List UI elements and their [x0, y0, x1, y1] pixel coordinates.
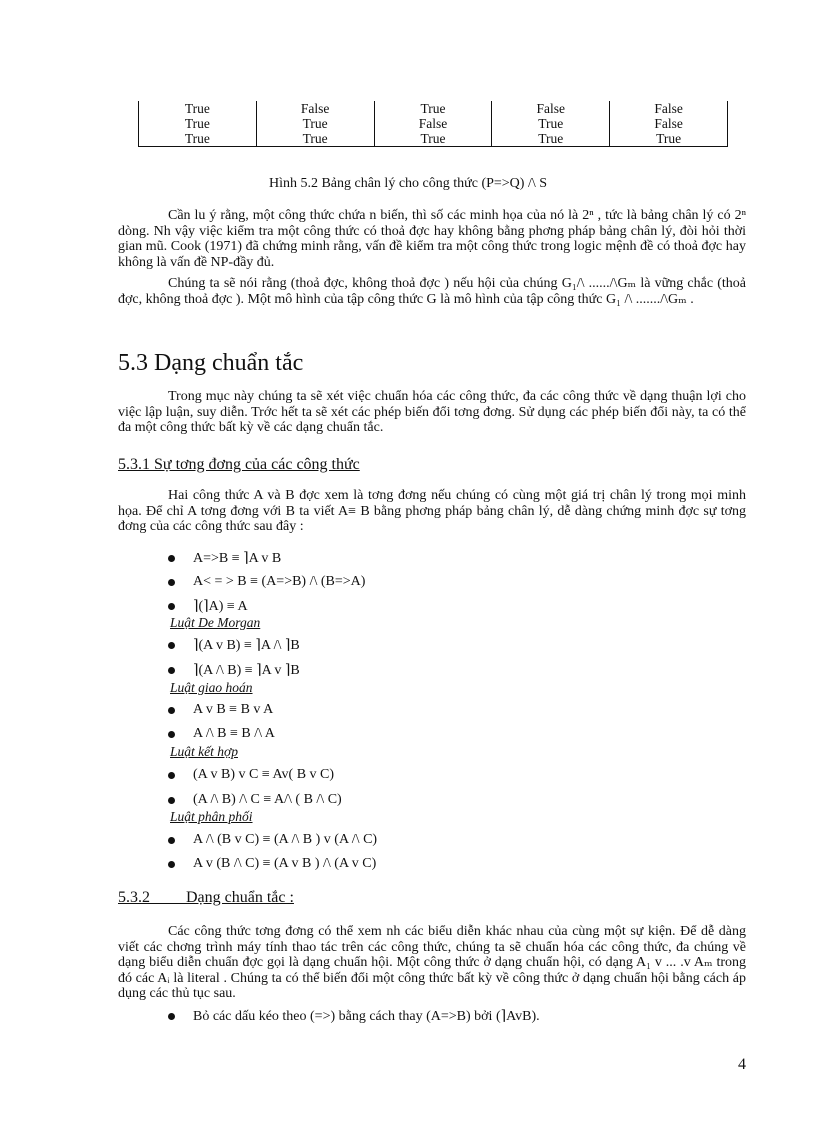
bullet-icon [168, 837, 175, 844]
law-label-de-morgan: Luật De Morgan [170, 615, 261, 630]
bullet-icon [168, 707, 175, 714]
bullet-icon [168, 731, 175, 738]
rule-item: Bỏ các dấu kéo theo (=>) bằng cách thay (A=>B) bởi (⌉AvB). [168, 1008, 540, 1025]
bullet-icon [168, 1013, 175, 1020]
bullet-icon [168, 579, 175, 586]
table-cell: True [492, 116, 610, 131]
paragraph-equivalence: Hai công thức A và B đợc xem là tơng đơng nếu chúng có cùng một giá trị chân lý trong mọi minh họa. Để chỉ A tơng đơng với B ta viết A≡ B bằng phơng pháp bảng chân lý, dễ dàng chứng minh đợc sự tơng đơng của các công thức sau đây : [118, 488, 746, 534]
table-cell: False [492, 101, 610, 116]
bullet-icon [168, 861, 175, 868]
subsection-title-equivalence: 5.3.1 Sự tơng đơng của các công thức [118, 456, 360, 473]
bullet-icon [168, 797, 175, 804]
bullet-icon [168, 555, 175, 562]
table-cell: False [610, 116, 728, 131]
rule-item: A=>B ≡ ⌉A v B [168, 550, 281, 567]
figure-caption: Hình 5.2 Bảng chân lý cho công thức (P=>Q) /\ S [268, 176, 548, 191]
table-cell: False [256, 101, 374, 116]
table-cell: True [610, 131, 728, 147]
page-number: 4 [738, 1056, 746, 1073]
bullet-icon [168, 603, 175, 610]
rule-item: (A /\ B) /\ C ≡ A/\ ( B /\ C) [168, 792, 342, 808]
law-label-associative: Luật kết hợp [170, 744, 238, 759]
paragraph-satisfiability: Chúng ta sẽ nói rằng (thoả đợc, không thoả đợc ) nếu hội của chúng G₁/\ ....../\Gₘ là vững chắc (thoả đợc, không thoả đợc ). Một mô hình của tập công thức G là mô hình của tập công thức G₁ /\ ......./\Gₘ . [118, 276, 746, 307]
table-row [139, 116, 728, 131]
table-cell: False [374, 116, 492, 131]
rule-item: ⌉(⌉A) ≡ A [168, 598, 248, 615]
rule-item: A v (B /\ C) ≡ (A v B ) /\ (A v C) [168, 856, 376, 872]
table-cell: False [610, 101, 728, 116]
rule-item: ⌉(A /\ B) ≡ ⌉A v ⌉B [168, 662, 300, 679]
bullet-icon [168, 772, 175, 779]
rule-item: A< = > B ≡ (A=>B) /\ (B=>A) [168, 574, 365, 590]
table-cell: True [256, 131, 374, 147]
bullet-icon [168, 642, 175, 649]
rule-item: A v B ≡ B v A [168, 702, 273, 718]
table-cell: True [374, 101, 492, 116]
subsection-title-normal-form: 5.3.2 Dạng chuẩn tắc : [118, 889, 294, 906]
table-cell: True [374, 131, 492, 147]
table-row [139, 101, 728, 116]
table-cell: True [139, 131, 257, 147]
law-label-distributive: Luật phân phối [170, 809, 253, 824]
table-cell: True [139, 116, 257, 131]
rule-item: A /\ B ≡ B /\ A [168, 726, 275, 742]
paragraph-complexity: Cần lu ý rằng, một công thức chứa n biến, thì số các minh họa của nó là 2ⁿ , tức là bảng chân lý có 2ⁿ dòng. Nh vậy việc kiểm tra một công thức có thoả đợc hay không bằng phơng pháp bảng chân lý, đòi hỏi thời gian mũ. Cook (1971) đã chứng minh rằng, vấn đề kiểm tra một công thức trong logic mệnh đề có thoả đợc hay không là vấn đề NP-đầy đủ. [118, 208, 746, 270]
law-label-commutative: Luật giao hoán [170, 680, 253, 695]
bullet-icon [168, 667, 175, 674]
truth-table [138, 101, 728, 147]
paragraph-intro: Trong mục này chúng ta sẽ xét việc chuẩn hóa các công thức, đa các công thức về dạng thuận lợi cho việc lập luận, suy diễn. Trớc hết ta sẽ xét các phép biến đổi tơng đơng. Sử dụng các phép biến đổi này, ta có thể đa một công thức bất kỳ về các dạng chuẩn tắc. [118, 389, 746, 435]
table-cell: True [492, 131, 610, 147]
rule-item: ⌉(A v B) ≡ ⌉A /\ ⌉B [168, 637, 300, 654]
section-title: 5.3 Dạng chuẩn tắc [118, 350, 304, 376]
paragraph-normal-form: Các công thức tơng đơng có thể xem nh các biểu diễn khác nhau của cùng một sự kiện. Để dễ dàng viết các chơng trình máy tính thao tác trên các công thức, chúng ta sẽ chuẩn hóa các công thức, đa chúng về dạng biểu diễn chuẩn đợc gọi là dạng chuẩn hội. Một công thức ở dạng chuẩn hội, có dạng A₁ v ... .v Aₘ trong đó các Aᵢ là literal . Chúng ta có thể biến đổi một công thức bất kỳ về công thức ở dạng chuẩn hội bằng cách áp dụng các thủ tục sau. [118, 924, 746, 1001]
table-row [139, 131, 728, 147]
rule-item: (A v B) v C ≡ Av( B v C) [168, 767, 334, 783]
rule-item: A /\ (B v C) ≡ (A /\ B ) v (A /\ C) [168, 832, 377, 848]
table-cell: True [256, 116, 374, 131]
table-cell: True [139, 101, 257, 116]
